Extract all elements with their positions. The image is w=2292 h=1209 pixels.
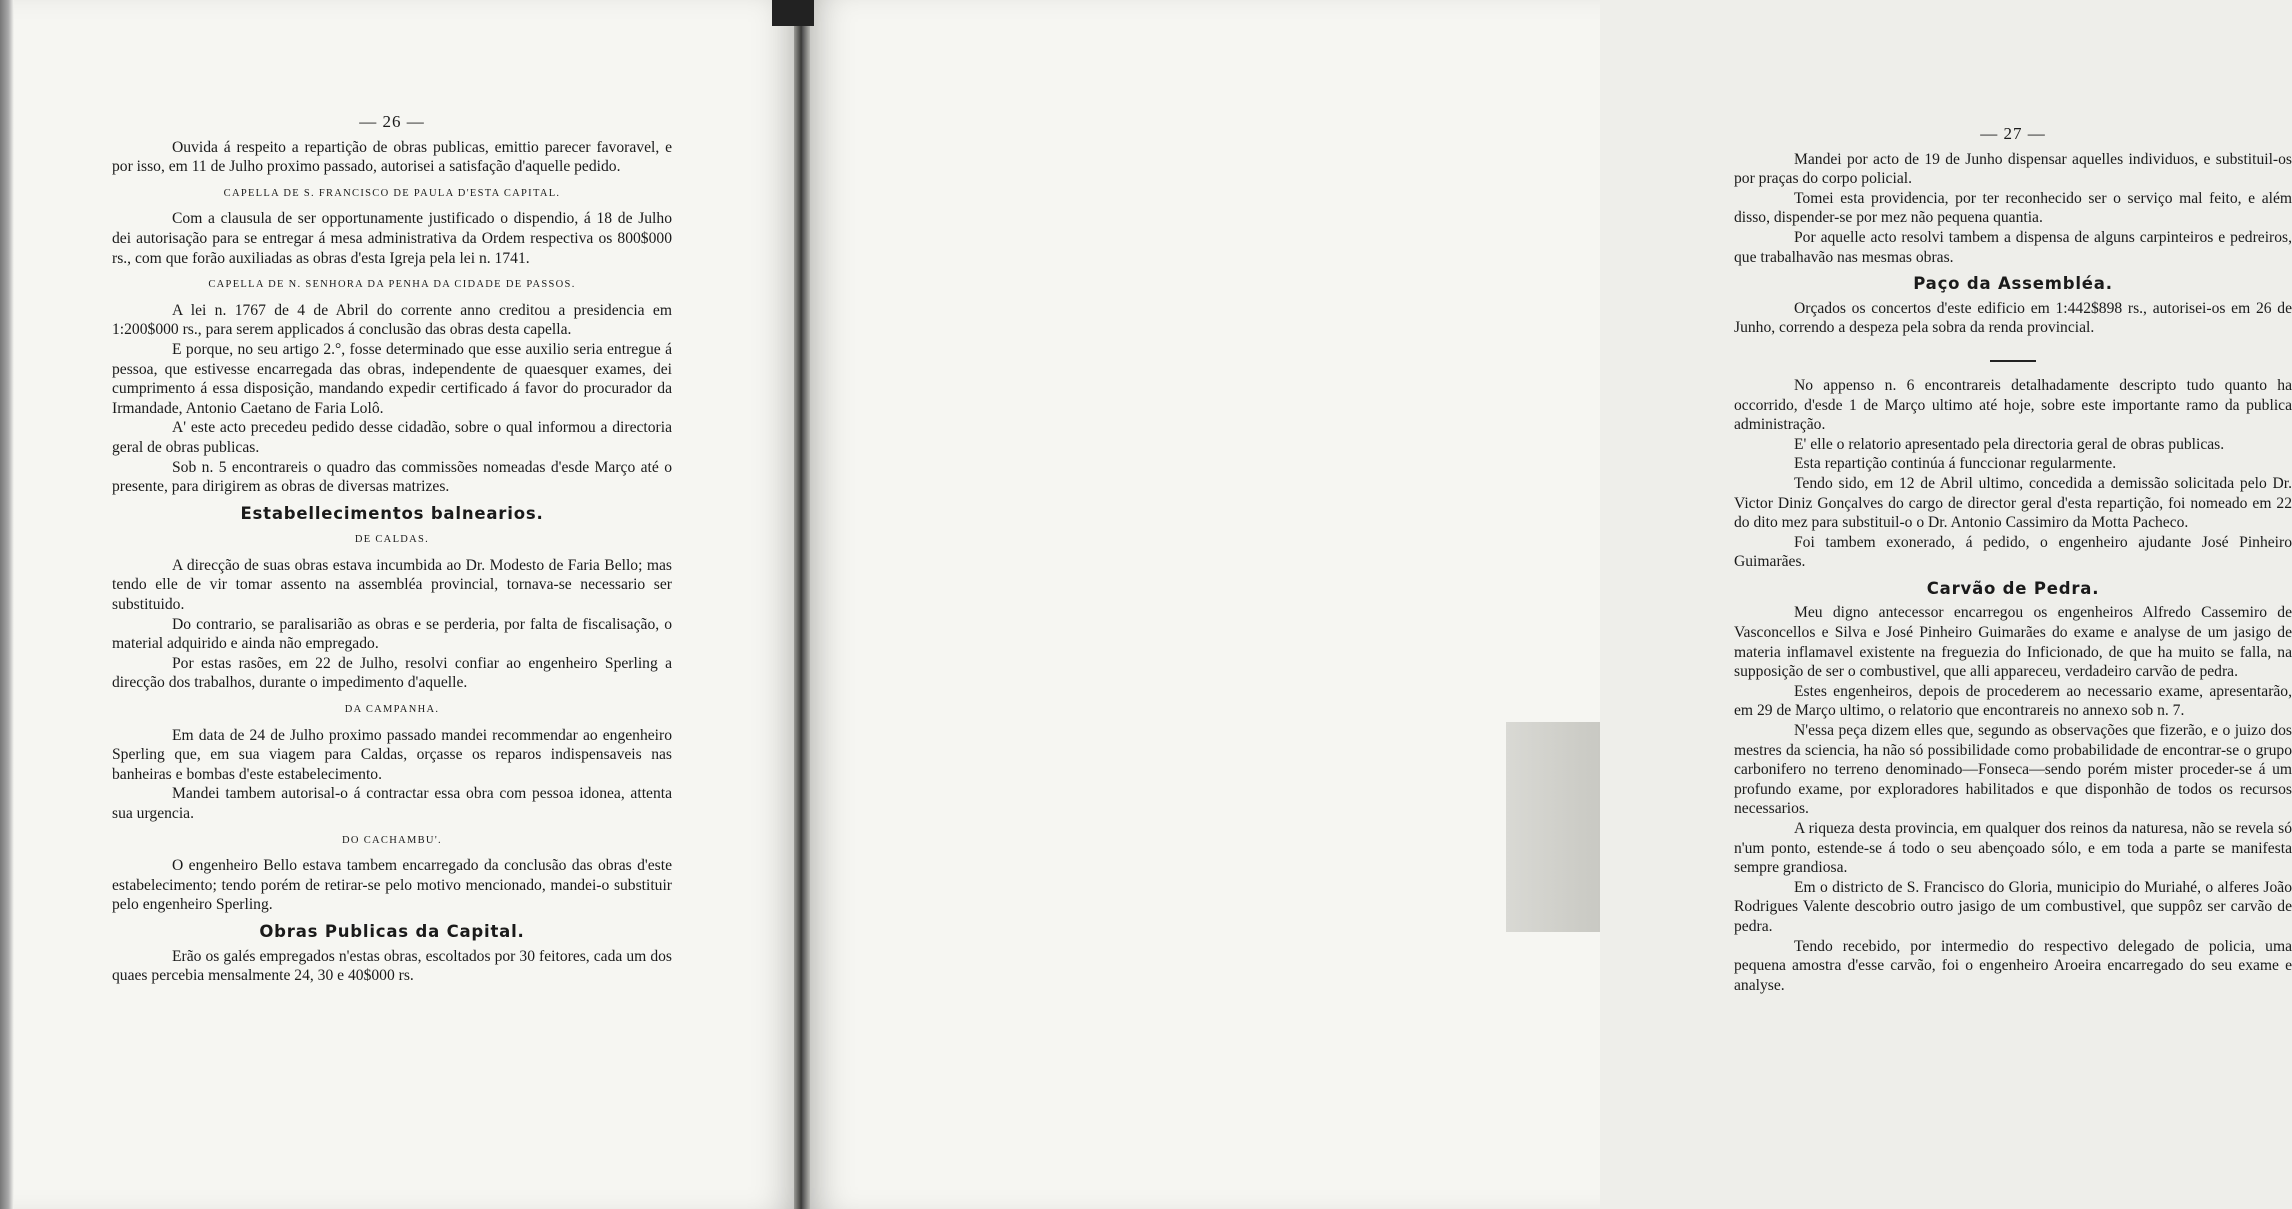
paragraph: Por estas rasões, em 22 de Julho, resolvi confiar ao engenheiro Sperling a direcção dos trabalhos, durante o impedimento d'aquelle. bbox=[112, 654, 672, 692]
section-heading: Obras Publicas da Capital. bbox=[259, 921, 525, 941]
section-divider bbox=[1990, 360, 2036, 362]
paragraph: Do contrario, se paralisarião as obras e se perderia, por falta de fiscalisação, o material adquirido e ainda não empregado. bbox=[112, 615, 672, 653]
page-flap bbox=[1506, 722, 1600, 932]
paragraph: Orçados os concertos d'este edificio em 1:442$898 rs., autorisei-os em 26 de Junho, correndo a despeza pela sobra da renda provincial. bbox=[1734, 299, 2292, 337]
subsection-heading: CAPELLA DE N. SENHORA DA PENHA DA CIDADE DE PASSOS. bbox=[208, 279, 576, 291]
paragraph: Ouvida á respeito a repartição de obras publicas, emittio parecer favoravel, e por isso, em 11 de Julho proximo passado, autorisei a satisfação d'aquelle pedido. bbox=[112, 138, 672, 176]
paragraph: Tomei esta providencia, por ter reconhecido ser o serviço mal feito, e além disso, dispender-se por mez não pequena quantia. bbox=[1734, 189, 2292, 227]
paragraph: No appenso n. 6 encontrareis detalhadamente descripto tudo quanto ha occorrido, d'esde 1 de Março ultimo até hoje, sobre este importante ramo da publica administração. bbox=[1734, 376, 2292, 434]
page-number: — 27 — bbox=[1980, 124, 2046, 143]
subsection-heading: DE CALDAS. bbox=[354, 534, 430, 546]
paragraph: E porque, no seu artigo 2.°, fosse determinado que esse auxilio seria entregue á pessoa, que estivesse encarregada das obras, independente de quaesquer exames, dei cumprimento á essa disposição, mandando expedir certificado á favor do procurador da Irmandade, Antonio Caetano de Faria Lolô. bbox=[112, 340, 672, 417]
paragraph: A' este acto precedeu pedido desse cidadão, sobre o qual informou a directoria geral de obras publicas. bbox=[112, 419, 672, 456]
subsection-heading: DA CAMPANHA. bbox=[344, 704, 440, 716]
right-text-column bbox=[1734, 124, 2292, 995]
paragraph: Sob n. 5 encontrareis o quadro das commissões nomeadas d'esde Março até o presente, para dirigirem as obras de diversas matrizes. bbox=[112, 458, 672, 496]
paragraph: Com a clausula de ser opportunamente justificado o dispendio, á 18 de Julho dei autorisação para se entregar á mesa administrativa da Ordem respectiva os 800$000 rs., com que forão auxiliadas as obras d'esta Igreja pela lei n. 1741. bbox=[112, 210, 672, 267]
paragraph: E' elle o relatorio apresentado pela directoria geral de obras publicas. bbox=[1794, 435, 2225, 453]
paragraph: Em o districto de S. Francisco do Gloria, municipio do Muriahé, o alferes João Rodrigues Valente descobrio outro jasigo de um combustivel, que suppôz ser carvão de pedra. bbox=[1734, 878, 2292, 935]
paragraph: Por aquelle acto resolvi tambem a dispensa de alguns carpinteiros e pedreiros, que trabalhavão nas mesmas obras. bbox=[1734, 228, 2292, 266]
paragraph: Tendo recebido, por intermedio do respectivo delegado de policia, uma pequena amostra d'esse carvão, foi o engenheiro Aroeira encarregado do seu exame e analyse. bbox=[1734, 937, 2292, 994]
paragraph: Meu digno antecessor encarregou os engenheiros Alfredo Cassemiro de Vasconcellos e Silva e José Pinheiro Guimarães do exame e analyse de um jasigo de materia inflamavel existente na freguezia do Inficionado, de que ha muito se falla, na supposição de ser o combustivel, que alli appareceu, verdadeiro carvão de pedra. bbox=[1734, 604, 2292, 681]
paragraph: Em data de 24 de Julho proximo passado mandei recommendar ao engenheiro Sperling que, em sua viagem para Caldas, orçasse os reparos indispensaveis nas banheiras e bombas d'este estabelecimento. bbox=[112, 726, 672, 783]
paragraph: Esta repartição continúa á funccionar regularmente. bbox=[1794, 455, 2117, 473]
left-page bbox=[0, 0, 800, 1209]
paragraph: A lei n. 1767 de 4 de Abril do corrente anno creditou a presidencia em 1:200$000 rs., para serem applicados á conclusão das obras desta capella. bbox=[112, 301, 672, 339]
paragraph: Erão os galés empregados n'estas obras, escoltados por 30 feitores, cada um dos quaes percebia mensalmente 24, 30 e 40$000 rs. bbox=[112, 947, 672, 985]
paragraph: Mandei tambem autorisal-o á contractar essa obra com pessoa idonea, attenta sua urgencia. bbox=[112, 785, 672, 822]
paragraph: A direcção de suas obras estava incumbida ao Dr. Modesto de Faria Bello; mas tendo elle de vir tomar assento na assembléa provincial, tornava-se necessario ser substituido. bbox=[112, 556, 672, 614]
paragraph: Mandei por acto de 19 de Junho dispensar aquelles individuos, e substituil-os por praças do corpo policial. bbox=[1734, 150, 2292, 188]
paragraph: Estes engenheiros, depois de procederem ao necessario exame, apresentarão, em 29 de Março ultimo, o relatorio que encontrareis no annexo sob n. 7. bbox=[1734, 682, 2292, 720]
subsection-heading: DO CACHAMBU'. bbox=[342, 834, 442, 846]
section-heading: Paço da Assembléa. bbox=[1913, 274, 2113, 294]
paragraph: Foi tambem exonerado, á pedido, o engenheiro ajudante José Pinheiro Guimarães. bbox=[1734, 533, 2292, 571]
paragraph: O engenheiro Bello estava tambem encarregado da conclusão das obras d'este estabelecimento; tendo porém de retirar-se pelo motivo mencionado, mandei-o substituir pelo engenheiro Sperling. bbox=[112, 857, 672, 914]
paragraph: A riqueza desta provincia, em qualquer dos reinos da naturesa, não se revela só n'um ponto, estende-se á todo o seu abençoado sólo, e em toda a parte se manifesta sempre grandiosa. bbox=[1734, 820, 2292, 877]
section-heading: Carvão de Pedra. bbox=[1926, 578, 2100, 598]
book-gutter bbox=[794, 0, 810, 1209]
binding-tab bbox=[772, 0, 814, 26]
page-edge bbox=[0, 0, 14, 1209]
paragraph: Tendo sido, em 12 de Abril ultimo, concedida a demissão solicitada pelo Dr. Victor Diniz Gonçalves do cargo de director geral d'esta repartição, foi nomeado em 22 do dito mez para substituil-o o Dr. Antonio Cassimiro da Motta Pacheco. bbox=[1734, 474, 2292, 532]
right-page bbox=[806, 0, 2292, 1209]
left-text-column bbox=[112, 112, 672, 986]
section-heading: Estabellecimentos balnearios. bbox=[240, 503, 544, 523]
subsection-heading: CAPELLA DE S. FRANCISCO DE PAULA D'ESTA CAPITAL. bbox=[223, 187, 561, 199]
page-number: — 26 — bbox=[359, 112, 425, 131]
paragraph: N'essa peça dizem elles que, segundo as observações que fizerão, e o juizo dos mestres da sciencia, ha não só possibilidade como probabilidade de encontrar-se o grupo carbonifero no terreno denominado—Fonseca—sendo porém mister proceder-se á um profundo exame, por exploradores habilitados e que disponhão de todos os recursos necessarios. bbox=[1734, 722, 2292, 818]
